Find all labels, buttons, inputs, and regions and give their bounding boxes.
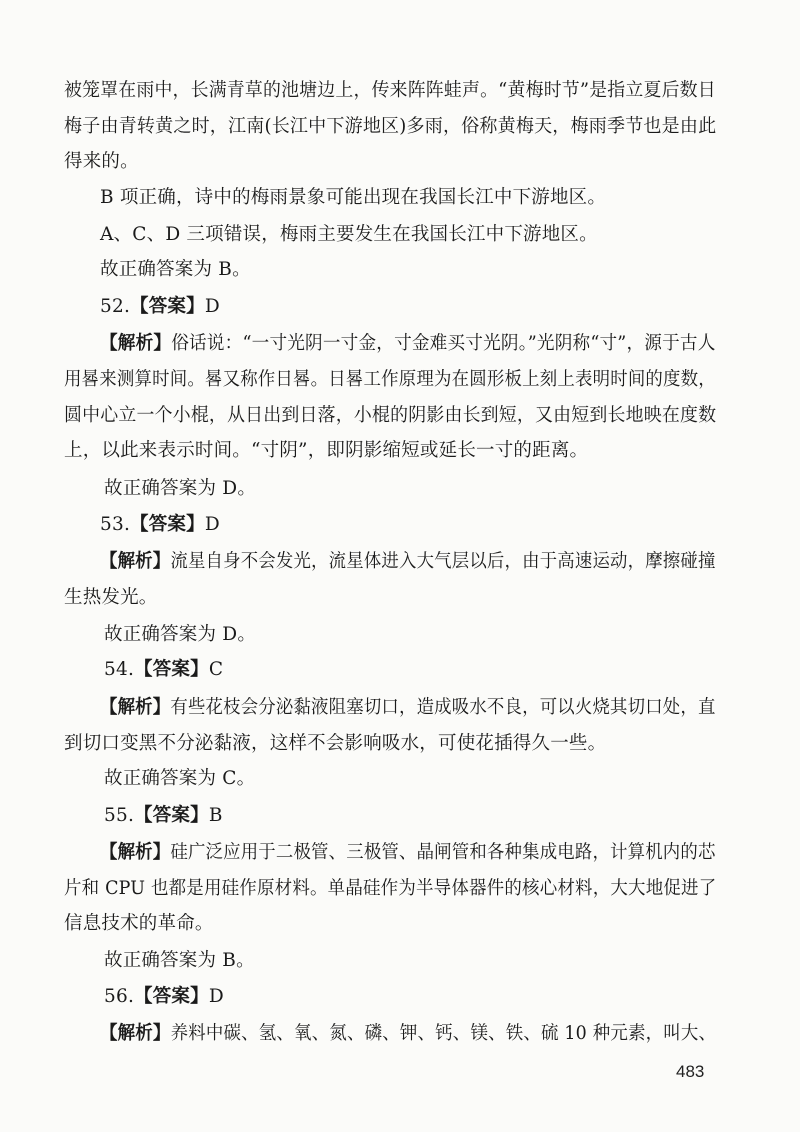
question-number: 56. [104,986,135,1007]
intro-line-1: 被笼罩在雨中，长满青草的池塘边上，传来阵阵蛙声。“黄梅时节”是指立夏后数日 [64,80,716,101]
question-56-analysis-line-1 [100,1021,716,1047]
analysis-text: 养料中碳、氢、氧、氮、磷、钾、钙、镁、铁、硫 10 种元素，叫大、 [170,1023,717,1044]
question-53-analysis-line-2: 生热发光。 [64,587,158,608]
question-52-analysis-line-2: 用晷来测算时间。晷又称作日晷。日晷工作原理为在圆形板上刻上表明时间的度数， [64,369,716,390]
answer-letter: B [208,805,223,826]
analysis-tag: 【解析】 [100,333,172,354]
question-53-analysis-line-1 [100,549,716,575]
question-54-conclusion: 故正确答案为 C。 [104,768,256,789]
analysis-text: 有些花枝会分泌黏液阻塞切口，造成吸水不良，可以火烧其切口处，直 [170,697,716,718]
question-55-analysis-line-1 [100,840,716,866]
question-53-conclusion: 故正确答案为 D。 [104,624,257,645]
answer-letter: D [204,296,220,317]
intro-conclusion: 故正确答案为 B。 [100,259,251,280]
question-56-header [104,984,224,1010]
question-54-analysis-line-2: 到切口变黑不分泌黏液，这样不会影响吸水，可使花插得久一些。 [64,733,607,754]
question-54-header [104,657,223,683]
question-55-conclusion: 故正确答案为 B。 [104,950,255,971]
answer-tag: 【答案】 [130,514,205,535]
analysis-tag: 【解析】 [100,551,171,572]
intro-line-3: 得来的。 [64,151,139,172]
intro-line-2: 梅子由青转黄之时，江南(长江中下游地区)多雨，俗称黄梅天，梅雨季节也是由此 [64,116,717,137]
page-number: 483 [676,1062,705,1081]
analysis-text: 硅广泛应用于二极管、三极管、晶闸管和各种集成电路，计算机内的芯 [170,842,716,863]
answer-letter: C [208,659,224,680]
intro-line-5: A、C、D 三项错误，梅雨主要发生在我国长江中下游地区。 [100,224,598,245]
answer-tag: 【答案】 [134,805,209,826]
question-number: 53. [100,514,131,535]
answer-letter: D [204,514,220,535]
answer-tag: 【答案】 [134,986,209,1007]
answer-tag: 【答案】 [130,296,205,317]
question-number: 52. [100,296,131,317]
question-54-analysis-line-1 [100,695,716,721]
analysis-tag: 【解析】 [100,697,171,718]
question-52-analysis-line-4: 上，以此来表示时间。“寸阴”，即阴影缩短或延长一寸的距离。 [64,440,589,461]
question-52-conclusion: 故正确答案为 D。 [104,478,257,499]
answer-letter: D [208,986,224,1007]
question-number: 54. [104,659,135,680]
question-55-analysis-line-2: 片和 CPU 也都是用硅作原材料。单晶硅作为半导体器件的核心材料，大大地促进了 [64,878,717,899]
question-52-analysis-line-3: 圆中心立一个小棍，从日出到日落，小棍的阴影由长到短，又由短到长地映在度数 [64,405,717,426]
question-52-analysis-line-1 [100,331,716,357]
question-52-header [100,294,220,320]
analysis-text: 流星自身不会发光，流星体进入大气层以后，由于高速运动，摩擦碰撞 [170,551,716,572]
analysis-tag: 【解析】 [100,842,171,863]
analysis-text: 俗话说：“一寸光阴一寸金，寸金难买寸光阴。”光阴称“寸”，源于古人 [171,333,716,354]
question-53-header [100,512,220,538]
question-55-analysis-line-3: 信息技术的革命。 [64,913,214,934]
question-55-header [104,803,223,829]
intro-line-4: B 项正确，诗中的梅雨景象可能出现在我国长江中下游地区。 [100,187,607,208]
question-number: 55. [104,805,135,826]
analysis-tag: 【解析】 [100,1023,171,1044]
answer-tag: 【答案】 [134,659,209,680]
